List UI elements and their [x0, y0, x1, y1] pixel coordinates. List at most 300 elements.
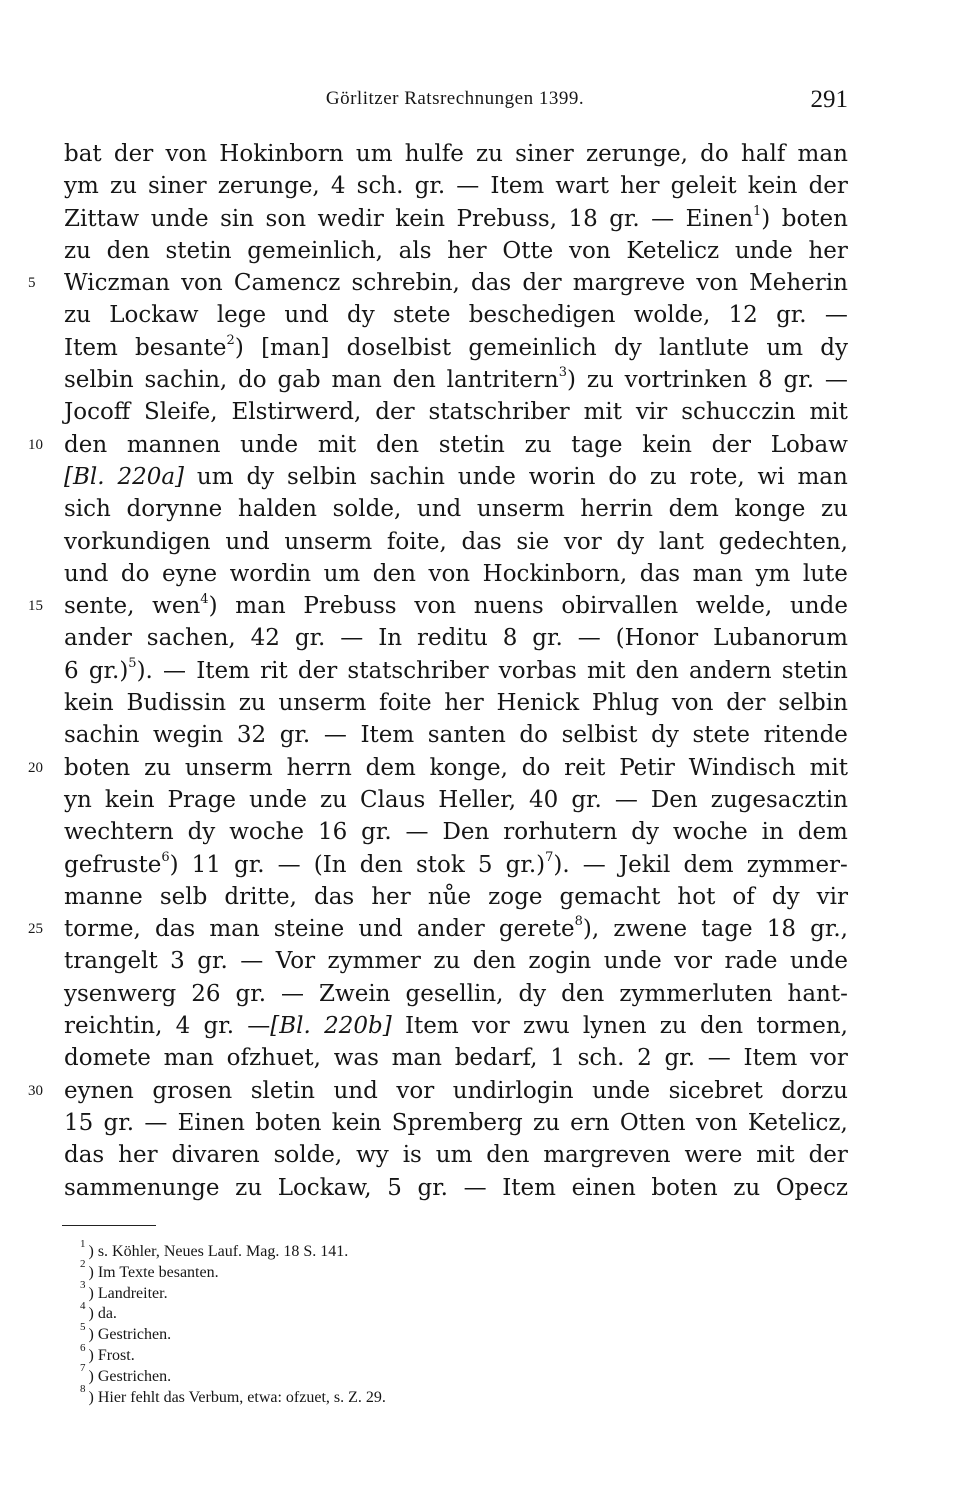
text-segment: ander — [64, 625, 132, 652]
line-text — [64, 590, 848, 622]
word — [375, 396, 414, 428]
word — [430, 752, 508, 784]
word — [523, 1010, 570, 1042]
text-segment: tage — [701, 916, 753, 943]
text-segment: nůe — [427, 883, 472, 910]
text-segment: gr. — [609, 205, 640, 232]
text-segment: undirlogin — [452, 1077, 574, 1104]
word — [506, 849, 570, 881]
text-segment: sachin — [369, 463, 445, 490]
text-segment: den — [635, 657, 679, 684]
word — [118, 1139, 157, 1171]
text-segment: gr. — [234, 851, 265, 878]
word — [64, 784, 92, 816]
word — [64, 978, 176, 1010]
text-segment: zu — [64, 302, 91, 329]
text-segment: unserm — [184, 754, 273, 781]
text-segment: um — [196, 463, 234, 490]
line-text — [64, 526, 848, 558]
text-segment: zu — [64, 237, 91, 264]
text-segment: Lockaw, — [277, 1174, 372, 1201]
word — [332, 1107, 382, 1139]
word — [277, 364, 320, 396]
word — [152, 590, 217, 622]
text-segment: dy — [347, 302, 375, 329]
text-segment: boten — [255, 1109, 322, 1136]
word — [518, 978, 546, 1010]
footnote-marker: 2 — [226, 333, 235, 349]
text-segment: kein — [395, 205, 446, 232]
word — [274, 1139, 343, 1171]
line-text — [64, 784, 848, 816]
text-segment: zu — [524, 431, 552, 458]
text-segment: siner — [515, 141, 574, 167]
word — [474, 590, 544, 622]
text-segment: 32 — [236, 722, 267, 749]
text-segment: Zittaw — [64, 205, 140, 232]
text-segment: worin — [528, 463, 596, 490]
text-segment: mit — [809, 399, 848, 426]
text-segment: manne — [64, 883, 143, 910]
text-segment: Item — [196, 657, 250, 684]
word — [592, 687, 659, 719]
word — [114, 138, 153, 170]
line-text — [64, 752, 848, 784]
line-text — [64, 203, 848, 235]
word — [230, 558, 311, 590]
word — [651, 203, 674, 235]
text-segment: were — [684, 1142, 743, 1169]
text-segment: andern — [688, 657, 772, 684]
word — [227, 1042, 321, 1074]
text-segment: lantlute — [658, 334, 750, 361]
word — [196, 655, 250, 687]
text-segment: Camencz — [233, 270, 341, 297]
footnote-number: 1 — [80, 1237, 86, 1250]
word — [165, 138, 207, 170]
footnote-marker: 8 — [574, 914, 583, 930]
text-segment: stete — [692, 722, 750, 749]
word — [747, 849, 848, 881]
text-segment: selbin — [287, 463, 357, 490]
text-line — [64, 622, 848, 654]
text-segment: unserm — [278, 690, 367, 717]
text-segment: sich — [64, 496, 111, 523]
word — [64, 1172, 220, 1204]
word — [246, 461, 274, 493]
word — [669, 1075, 763, 1107]
text-segment: selbist — [561, 722, 638, 749]
word — [732, 881, 754, 913]
text-segment: her — [371, 883, 411, 910]
word — [236, 978, 267, 1010]
text-segment: reichtin, — [64, 1013, 163, 1040]
text-segment: 8 — [758, 367, 773, 394]
word — [151, 203, 209, 235]
word — [144, 1107, 167, 1139]
text-line — [64, 881, 848, 913]
text-segment: solde, — [332, 496, 402, 523]
text-segment: — — [651, 205, 675, 232]
word — [278, 687, 366, 719]
text-segment: gemeinlich — [468, 334, 597, 361]
text-line — [64, 461, 848, 493]
text-segment: zu — [659, 1013, 687, 1040]
word — [455, 1042, 538, 1074]
text-segment: vor — [809, 1045, 848, 1072]
word — [587, 364, 614, 396]
word — [608, 461, 637, 493]
word — [358, 913, 402, 945]
text-segment: Sleife, — [144, 399, 218, 426]
word — [237, 719, 266, 751]
word — [619, 849, 670, 881]
word — [278, 1172, 372, 1204]
word — [659, 526, 704, 558]
word — [278, 849, 301, 881]
word — [614, 332, 642, 364]
word — [340, 622, 363, 654]
word — [564, 526, 602, 558]
word — [64, 590, 134, 622]
word — [620, 170, 659, 202]
text-segment: den — [486, 1142, 530, 1169]
text-segment: lant — [658, 528, 704, 555]
word — [261, 332, 329, 364]
text-line — [64, 1139, 848, 1171]
text-segment: rote, — [689, 463, 745, 490]
word — [473, 945, 516, 977]
text-segment: ) — [234, 334, 244, 361]
text-segment: 4 — [175, 1013, 191, 1040]
word — [176, 1010, 191, 1042]
text-segment: stok — [415, 851, 465, 878]
text-segment: gr. — [414, 173, 446, 200]
text-segment: um — [435, 1142, 473, 1169]
word — [616, 622, 699, 654]
text-segment: zu — [320, 786, 347, 813]
word — [64, 752, 130, 784]
word — [295, 622, 326, 654]
word — [469, 299, 616, 331]
text-segment: unserm — [476, 496, 565, 523]
text-line — [64, 655, 848, 687]
text-segment: vorbas — [498, 657, 577, 684]
text-segment: gr. — [279, 722, 311, 749]
word — [615, 784, 638, 816]
word — [415, 170, 446, 202]
text-segment: mit — [587, 657, 626, 684]
word — [689, 752, 796, 784]
footnote — [80, 1237, 840, 1263]
text-segment: einen — [571, 1174, 636, 1201]
word — [458, 461, 516, 493]
word — [803, 558, 848, 590]
word — [247, 235, 383, 267]
text-segment: hulfe — [404, 141, 464, 167]
text-segment: man — [235, 593, 286, 620]
text-segment: unserm — [284, 528, 373, 555]
text-segment: gr. — [664, 1045, 696, 1072]
word — [235, 590, 285, 622]
word — [533, 1107, 560, 1139]
word — [127, 429, 221, 461]
word — [64, 655, 79, 687]
text-segment: — — [240, 948, 264, 975]
word — [651, 719, 679, 751]
footnote-number: 7 — [80, 1362, 86, 1375]
word — [64, 1107, 93, 1139]
word — [762, 816, 784, 848]
text-segment: zu — [109, 173, 137, 200]
text-segment: den — [359, 851, 403, 878]
word — [224, 881, 296, 913]
word — [619, 978, 772, 1010]
word — [284, 299, 328, 331]
footnote-marker: 5 — [128, 656, 137, 672]
word — [147, 622, 236, 654]
text-segment: 18 — [766, 916, 796, 943]
body-text — [28, 138, 848, 1204]
text-segment: gab — [277, 367, 321, 394]
word — [778, 687, 848, 719]
word — [756, 1139, 794, 1171]
word — [665, 1042, 696, 1074]
text-segment: stete — [393, 302, 451, 329]
word — [651, 1172, 717, 1204]
word — [403, 1139, 422, 1171]
text-segment: statschriber — [428, 399, 570, 426]
word — [276, 945, 315, 977]
word — [396, 1075, 434, 1107]
text-segment: herrn — [286, 754, 352, 781]
text-segment: — — [323, 722, 347, 749]
word — [620, 1107, 686, 1139]
word — [626, 235, 719, 267]
word — [155, 913, 195, 945]
word — [650, 461, 677, 493]
word — [637, 1042, 652, 1074]
text-segment: unde — [249, 786, 308, 813]
text-segment: lute — [802, 560, 848, 587]
line-text — [64, 461, 848, 493]
word — [790, 945, 848, 977]
word — [755, 558, 790, 590]
word — [392, 1042, 442, 1074]
text-segment: Vor — [275, 948, 316, 975]
word — [324, 1010, 392, 1042]
word — [209, 913, 259, 945]
footnote-number: 3 — [80, 1279, 86, 1292]
word — [809, 396, 847, 428]
word — [696, 1107, 738, 1139]
word — [318, 816, 347, 848]
word — [64, 622, 132, 654]
footnote-number: 2 — [80, 1258, 86, 1271]
word — [741, 138, 785, 170]
word — [636, 655, 679, 687]
text-segment: der — [726, 690, 766, 717]
word — [64, 849, 179, 881]
word — [320, 784, 347, 816]
text-segment: — — [824, 367, 848, 394]
word — [178, 1107, 245, 1139]
word — [689, 655, 772, 687]
word — [64, 1010, 162, 1042]
word — [468, 332, 596, 364]
text-segment: sch. — [577, 1045, 625, 1072]
word — [692, 719, 750, 751]
word — [247, 1010, 311, 1042]
text-segment: herrin — [580, 496, 653, 523]
text-line — [28, 752, 848, 784]
text-segment: Prage — [167, 786, 237, 813]
word — [392, 1107, 523, 1139]
text-segment: zwu — [523, 1013, 570, 1040]
text-segment: sente, — [64, 593, 135, 620]
text-segment: dy — [187, 819, 216, 846]
line-text — [64, 170, 848, 202]
word — [393, 364, 436, 396]
word — [516, 526, 549, 558]
text-segment: sammenunge — [64, 1174, 220, 1201]
text-segment: man — [331, 367, 382, 394]
text-segment: ym — [64, 173, 99, 200]
text-segment: Einen — [685, 205, 754, 232]
text-line — [64, 1010, 848, 1042]
word — [798, 816, 848, 848]
word — [240, 429, 298, 461]
word — [416, 849, 465, 881]
text-segment: dritte, — [224, 883, 297, 910]
word — [197, 945, 228, 977]
word — [433, 945, 460, 977]
text-segment: Meherin — [749, 270, 848, 297]
text-segment: doselbist — [346, 334, 452, 361]
word — [188, 816, 216, 848]
word — [810, 913, 848, 945]
word — [677, 881, 715, 913]
word — [797, 461, 847, 493]
text-segment: margreve — [572, 270, 686, 297]
text-segment: sicebret — [668, 1077, 763, 1104]
word — [360, 784, 425, 816]
text-segment: 5 — [477, 851, 493, 878]
text-segment: gr. — [203, 1013, 235, 1040]
word — [64, 429, 107, 461]
text-segment: selbin — [778, 690, 848, 717]
text-segment: grosen — [152, 1077, 233, 1104]
text-segment: wegin — [153, 722, 224, 749]
text-segment: — — [463, 1174, 487, 1201]
text-segment: — — [577, 625, 601, 652]
word — [314, 849, 347, 881]
text-segment: Jekil — [618, 851, 671, 878]
word — [515, 138, 574, 170]
text-segment: zogin — [528, 948, 592, 975]
word — [64, 461, 105, 493]
footnote-text: ) Gestrichen. — [88, 1367, 172, 1385]
word — [235, 1172, 262, 1204]
word — [357, 170, 404, 202]
footnote-marker: 1 — [753, 203, 762, 219]
text-segment: 26 — [191, 980, 221, 1007]
text-segment: hant- — [787, 980, 848, 1007]
word — [319, 978, 390, 1010]
text-segment: gr. — [417, 1174, 448, 1201]
word — [135, 332, 244, 364]
text-segment: dy — [771, 883, 800, 910]
word — [447, 235, 486, 267]
word — [379, 687, 432, 719]
text-segment: boten — [64, 754, 131, 781]
word — [373, 558, 416, 590]
text-segment: konge, — [429, 754, 508, 781]
word — [197, 461, 234, 493]
word — [89, 655, 153, 687]
line-number: 20 — [28, 759, 43, 776]
text-segment: reditu — [417, 625, 488, 652]
word — [64, 881, 143, 913]
word — [192, 849, 221, 881]
text-segment: 16 — [317, 819, 348, 846]
text-segment: reit — [564, 754, 606, 781]
text-segment: — — [340, 625, 364, 652]
folio-reference: [Bl. — [270, 1013, 311, 1040]
word — [371, 881, 410, 913]
line-text — [64, 945, 848, 977]
word — [711, 784, 848, 816]
word — [240, 945, 263, 977]
word — [378, 622, 402, 654]
text-segment: zoge — [488, 883, 543, 910]
text-segment: Item — [743, 1045, 798, 1072]
text-segment: gedechten, — [718, 528, 848, 555]
footnote-number: 6 — [80, 1341, 86, 1354]
word — [166, 235, 232, 267]
text-segment: zerunge, — [217, 173, 320, 200]
text-segment: was — [333, 1045, 379, 1072]
word — [64, 526, 211, 558]
text-segment: um — [766, 334, 803, 361]
word — [274, 913, 344, 945]
word — [347, 655, 488, 687]
text-line — [64, 332, 848, 364]
word — [748, 170, 798, 202]
text-segment: Prebuss — [303, 593, 397, 620]
word — [543, 1139, 670, 1171]
word — [153, 719, 223, 751]
text-segment: ) — [208, 593, 218, 620]
word — [145, 364, 228, 396]
text-segment: 11 — [191, 851, 221, 878]
word — [347, 299, 375, 331]
text-segment: zu — [235, 1174, 263, 1201]
text-segment: zu — [821, 496, 848, 523]
word — [234, 849, 265, 881]
text-segment: man — [797, 463, 848, 490]
word — [708, 1042, 731, 1074]
text-segment: mit — [317, 431, 357, 458]
word — [64, 1139, 104, 1171]
word — [790, 590, 848, 622]
text-segment: unde — [789, 593, 848, 620]
text-segment: do — [120, 560, 150, 587]
word — [393, 299, 451, 331]
text-segment: Ketelicz — [626, 237, 720, 264]
word — [314, 881, 354, 913]
text-segment: — — [281, 980, 305, 1007]
